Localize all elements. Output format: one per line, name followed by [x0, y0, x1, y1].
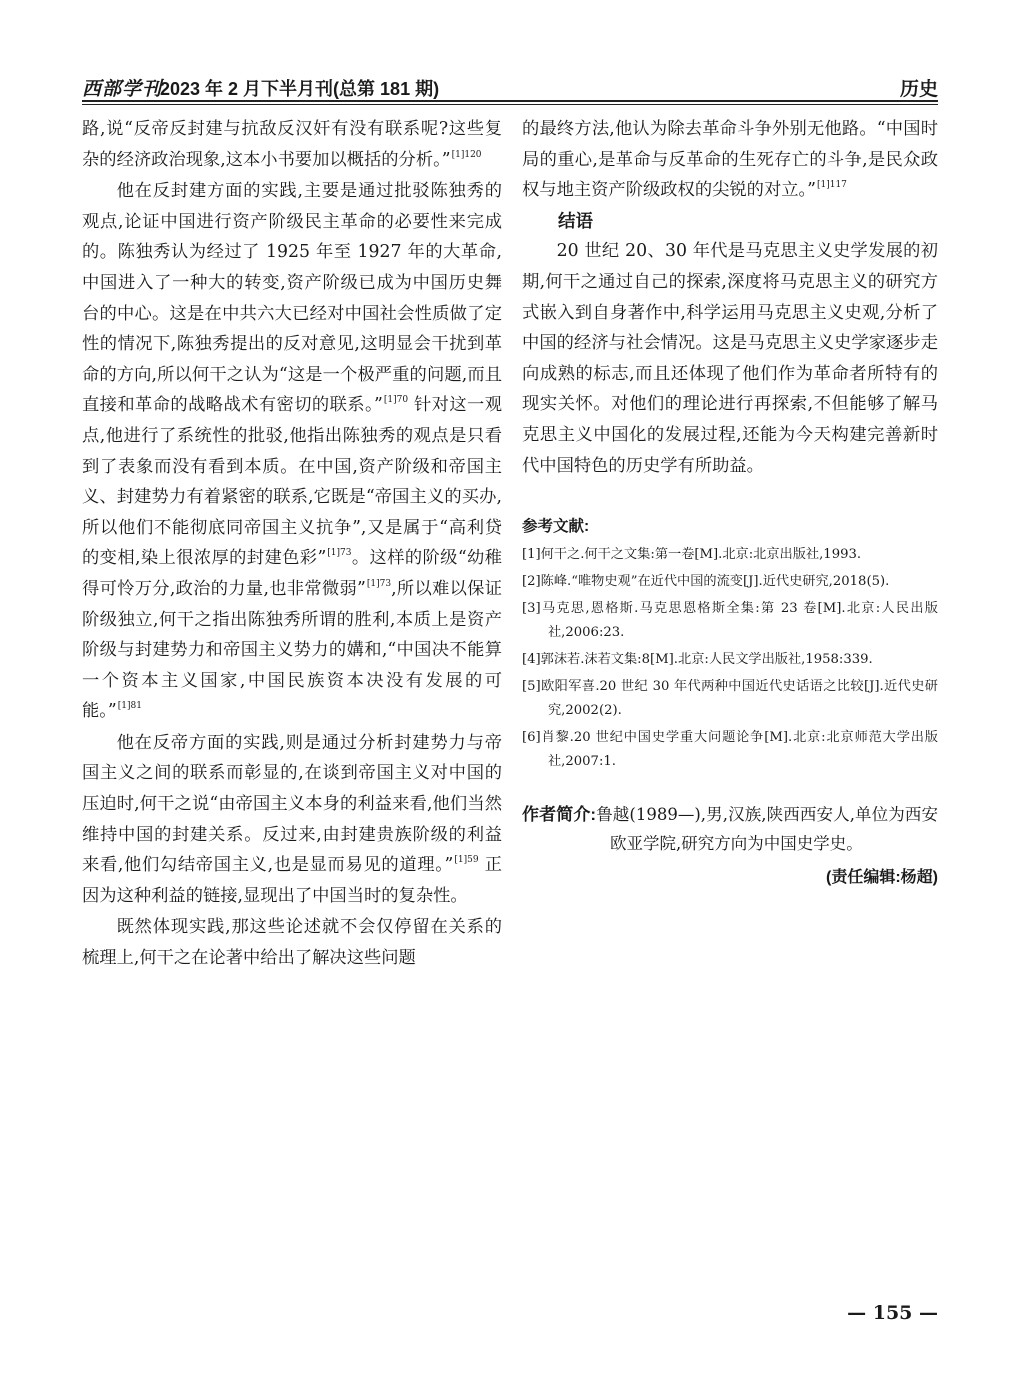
conclusion-paragraph: 20 世纪 20、30 年代是马克思主义史学发展的初期,何干之通过自己的探索,深度将马克思主义的研究方式嵌入到自身著作中,科学运用马克思主义史观,分析了中国的经济与社会情况。这是马克思主义史学家逐步走向成熟的标志,而且还体现了他们作为革命者所特有的现实关怀。对他们的理论进行再探索,不但能够了解马克思主义中国化的发展过程,还能为今天构建完善新时代中国特色的历史学有所助益。 [522, 241, 938, 476]
journal-name: 西部学刊 [82, 78, 163, 100]
paragraph-2: 他在反封建方面的实践,主要是通过批驳陈独秀的观点,论证中国进行资产阶级民主革命的必要性来完成的。陈独秀认为经过了 1925 年至 1927 年的大革命,中国进入了一种大的转变,资产阶级已成为中国历史舞台的中心。这是在中共六大已经对中国社会性质做了定性的情况下,陈独秀提出的反对意见,这明显会干扰到革命的方向,所以何干之认为“这是一个极严重的问题,而且直接和革命的战略战术有密切的联系。”$^{[1]70}$ 针对这一观点,他进行了系统性的批驳,他指出陈独秀的观点是只看到了表象而没有看到本质。在中国,资产阶级和帝国主义、封建势力有着紧密的联系,它既是“帝国主义的买办,所以他们不能彻底同帝国主义抗争”,又是属于“高利贷的变相,染上很浓厚的封建色彩”$^{[1]73}$。这样的阶级“幼稚得可怜万分,政治的力量,也非常微弱”$^{[1]73}$,所以难以保证阶级独立,何干之指出陈独秀所谓的胜利,本质上是资产阶级与封建势力和帝国主义势力的媾和,“中国决不能算一个资本主义国家,中国民族资本决没有发展的可能。”$^{[1]81}$ [82, 181, 503, 722]
reference-item: [5]欧阳军喜.20 世纪 30 年代两种中国近代史话语之比较[J].近代史研究,2002(2). [522, 679, 938, 719]
reference-item: [4]郭沫若.沫若文集:8[M].北京:人民文学出版社,1958:339. [522, 652, 873, 668]
citation: [1]73 [327, 548, 352, 559]
citation: [1]117 [816, 180, 847, 191]
right-column [522, 114, 938, 887]
header-rule-thin [82, 104, 938, 105]
header-rule-thick [82, 100, 938, 102]
reference-item: [1]何干之.何干之文集:第一卷[M].北京:北京出版社,1993. [522, 547, 862, 563]
citation: [1]81 [117, 701, 142, 712]
responsible-editor: (责任编辑:杨超) [826, 869, 938, 887]
reference-item: [3]马克思,恩格斯.马克思恩格斯全集:第 23 卷[M].北京:人民出版社,2006:23. [522, 601, 938, 641]
issue-info: 2023 年 2 月下半月刊(总第 181 期) [160, 79, 440, 99]
conclusion-heading: 结语 [558, 210, 593, 231]
left-column [82, 114, 502, 974]
citation: [1]73 [366, 578, 392, 589]
reference-item: [2]陈峰.“唯物史观”在近代中国的流变[J].近代史研究,2018(5). [522, 574, 890, 590]
paragraph-5: 的最终方法,他认为除去革命斗争外别无他路。“中国时局的重心,是革命与反革命的生死存亡的斗争,是民众政权与地主资产阶级政权的尖锐的对立。”$^{[1]117}$ [522, 119, 938, 201]
references-list [522, 543, 938, 774]
paragraph-1: 路,说“反帝反封建与抗敌反汉奸有没有联系呢?这些复杂的经济政治现象,这本小书要加以概括的分析。”$^{[1]120}$ [82, 119, 502, 170]
page-number: — 155 — [847, 1302, 938, 1324]
author-bio-label: 作者简介: [522, 805, 597, 825]
paragraph-4: 既然体现实践,那这些论述就不会仅停留在关系的梳理上,何干之在论著中给出了解决这些问题 [82, 917, 502, 969]
references-heading: 参考文献: [522, 518, 590, 536]
citation: [1]70 [383, 395, 409, 406]
reference-item: [6]肖黎.20 世纪中国史学重大问题论争[M].北京:北京师范大学出版社,2007:1. [522, 730, 938, 770]
author-bio-text: 鲁越(1989—),男,汉族,陕西西安人,单位为西安欧亚学院,研究方向为中国史学史。 [596, 805, 938, 854]
running-header [82, 72, 938, 100]
citation: [1]59 [454, 855, 479, 866]
paragraph-3: 他在反帝方面的实践,则是通过分析封建势力与帝国主义之间的联系而彰显的,在谈到帝国主义对中国的压迫时,何干之说“由帝国主义本身的利益来看,他们当然维持中国的封建关系。反过来,由封建贵族阶级的利益来看,他们勾结帝国主义,也是显而易见的道理。”$^{[1]59}$ 正因为这种利益的链接,显现出了中国当时的复杂性。 [82, 732, 502, 906]
section-name: 历史 [899, 79, 938, 100]
author-bio [522, 800, 938, 858]
citation: [1]120 [451, 149, 482, 160]
